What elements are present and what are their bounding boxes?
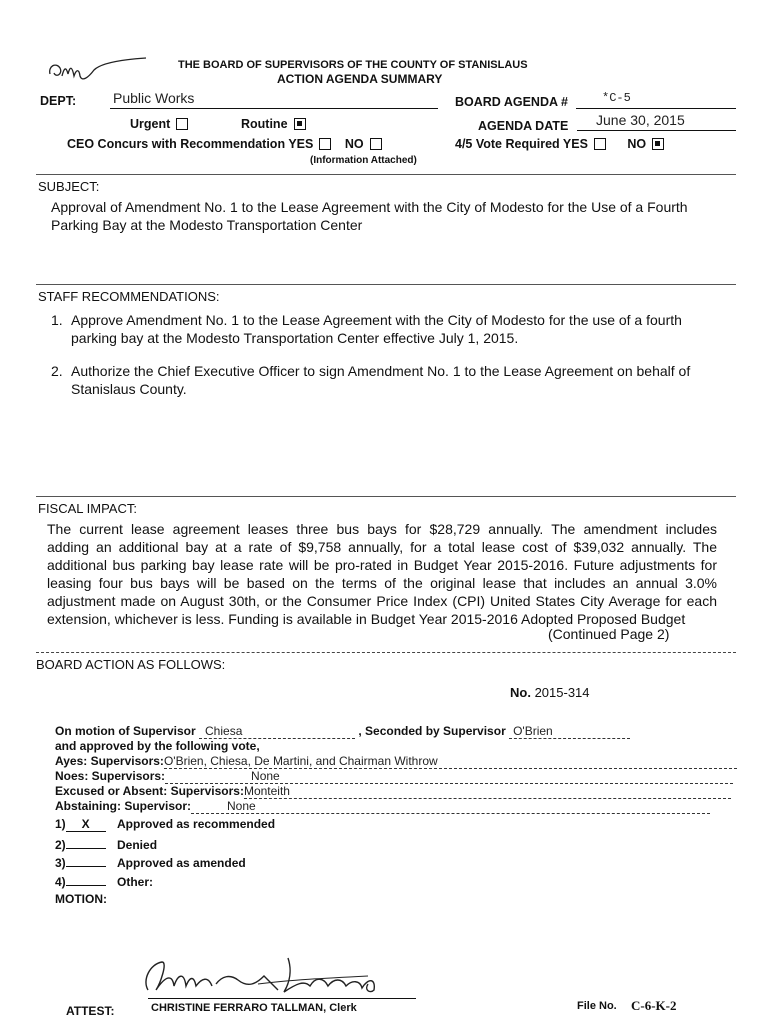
option-other [55,872,153,889]
subject-text: Approval of Amendment No. 1 to the Lease Agreement with the City of Modesto for the Use of a Fourth Parking Bay at the Modesto Transportation Center [51,199,688,233]
agenda-date-label: AGENDA DATE [478,119,569,133]
file-number-value: C-6-K-2 [631,998,677,1013]
excused-line [55,784,731,799]
option-number: 1) [55,817,66,831]
excused-value: Monteith [244,784,731,799]
routine-label: Routine [241,117,288,131]
signature-line [148,998,416,999]
agenda-date-value: June 30, 2015 [596,112,685,128]
ceo-no-checkbox[interactable] [370,138,382,150]
noes-label: Noes: Supervisors: [55,769,166,783]
fiscal-line: extension, whichever is less. Funding is available in Budget Year 2015-2016 Adopted Proposed Budget [47,611,686,627]
ayes-value: O'Brien, Chiesa, De Martini, and Chairman Withrow [164,754,737,769]
urgent-checkbox[interactable] [176,118,188,130]
fiscal-line: adjustment made on August 30th, or the Consumer Price Index (CPI) United States City Average for each [47,593,717,609]
info-attached: (Information Attached) [310,155,417,166]
dept-underline [110,108,438,109]
ayes-label: Ayes: Supervisors: [55,754,164,768]
routine-field [241,117,306,131]
agenda-date-underline [577,130,736,131]
noes-value: None [165,769,733,784]
option-label: Approved as amended [117,856,246,870]
staff-item-2-number: 2. [51,363,63,379]
abstaining-value: None [191,799,710,814]
routine-checkbox[interactable] [294,118,306,130]
option-label: Approved as recommended [117,817,276,831]
staff-item-1-number: 1. [51,312,63,328]
resolution-number-value: 2015-314 [534,685,590,700]
continued-note: (Continued Page 2) [548,626,670,642]
motion-heading: MOTION: [55,892,107,906]
clerk-signature [138,950,398,1000]
agenda-label: BOARD AGENDA # [455,95,568,109]
fiscal-paragraph [47,520,717,628]
ceo-yes-checkbox[interactable] [319,138,331,150]
abstaining-label: Abstaining: Supervisor: [55,799,192,813]
dept-value: Public Works [113,90,195,106]
initials-mark [46,56,154,88]
fiscal-divider [36,496,736,497]
motion-supervisor: Chiesa [199,724,355,739]
option-approved-recommended [55,817,275,832]
agenda-value: *C-5 [602,91,631,105]
option-mark[interactable]: X [66,817,106,832]
ayes-line [55,754,737,769]
motion-label: On motion of Supervisor [55,724,196,738]
option-denied [55,835,157,852]
fiscal-line: adding an additional bay at a rate of $9,758 annually, for a total lease cost of $39,032 annually. The [47,539,717,555]
ceo-yes-label: CEO Concurs with Recommendation YES [67,137,314,151]
fiscal-label: FISCAL IMPACT: [38,501,137,516]
file-number-label: File No. [577,1000,617,1012]
staff-item-2-line2: Stanislaus County. [71,381,187,397]
noes-line [55,769,733,784]
summary-title: ACTION AGENDA SUMMARY [277,72,443,86]
option-label: Denied [117,838,158,852]
approved-text: and approved by the following vote, [55,739,260,753]
staff-divider [36,284,736,285]
fiscal-line: leasing four bus bays will be based on the terms of the original lease that includes an annual 3.0% [47,575,717,591]
resolution-number [510,685,590,700]
attest-label: ATTEST: [66,1004,115,1018]
fiscal-line: The current lease agreement leases three bus bays for $28,729 annually. The amendment includes [47,521,717,537]
subject-label: SUBJECT: [38,179,100,194]
vote-required-field [455,137,664,151]
ceo-no-label: NO [344,137,364,151]
vote-no-label: NO [627,137,647,151]
option-mark[interactable] [66,853,106,867]
board-title: THE BOARD OF SUPERVISORS OF THE COUNTY OF STANISLAUS [178,59,528,71]
urgent-label: Urgent [130,117,171,131]
action-divider [36,652,736,653]
clerk-name: CHRISTINE FERRARO TALLMAN, Clerk [151,1002,357,1014]
seconded-label: , Seconded by Supervisor [358,724,506,738]
staff-item-2-line1: Authorize the Chief Executive Officer to sign Amendment No. 1 to the Lease Agreement on behalf of [71,363,691,379]
agenda-underline [576,108,736,109]
dept-label: DEPT: [40,94,77,108]
vote-yes-label: 4/5 Vote Required YES [455,137,588,151]
excused-label: Excused or Absent: Supervisors: [55,784,244,798]
resolution-number-label: No. [510,685,531,700]
vote-yes-checkbox[interactable] [594,138,606,150]
ceo-concurs-field [67,137,382,151]
staff-label: STAFF RECOMMENDATIONS: [38,289,220,304]
seconded-supervisor: O'Brien [509,724,630,739]
staff-item-1-line1: Approve Amendment No. 1 to the Lease Agreement with the City of Modesto for the use of a fourth [71,312,682,328]
option-number: 2) [55,838,66,852]
fiscal-line: additional bus parking bay lease rate will be pro-rated in Budget Year 2015-2016. Future adjustments for [47,557,717,573]
option-approved-amended [55,853,246,870]
action-label: BOARD ACTION AS FOLLOWS: [36,657,226,672]
urgent-field [130,117,188,131]
subject-divider [36,174,736,175]
vote-no-checkbox[interactable] [652,138,664,150]
option-number: 3) [55,856,66,870]
option-mark[interactable] [66,835,106,849]
option-number: 4) [55,875,66,889]
option-mark[interactable] [66,872,106,886]
option-label: Other: [117,875,154,889]
abstaining-line [55,799,710,814]
motion-line [55,724,630,739]
staff-item-1-line2: parking bay at the Modesto Transportation Center effective July 1, 2015. [71,330,519,346]
